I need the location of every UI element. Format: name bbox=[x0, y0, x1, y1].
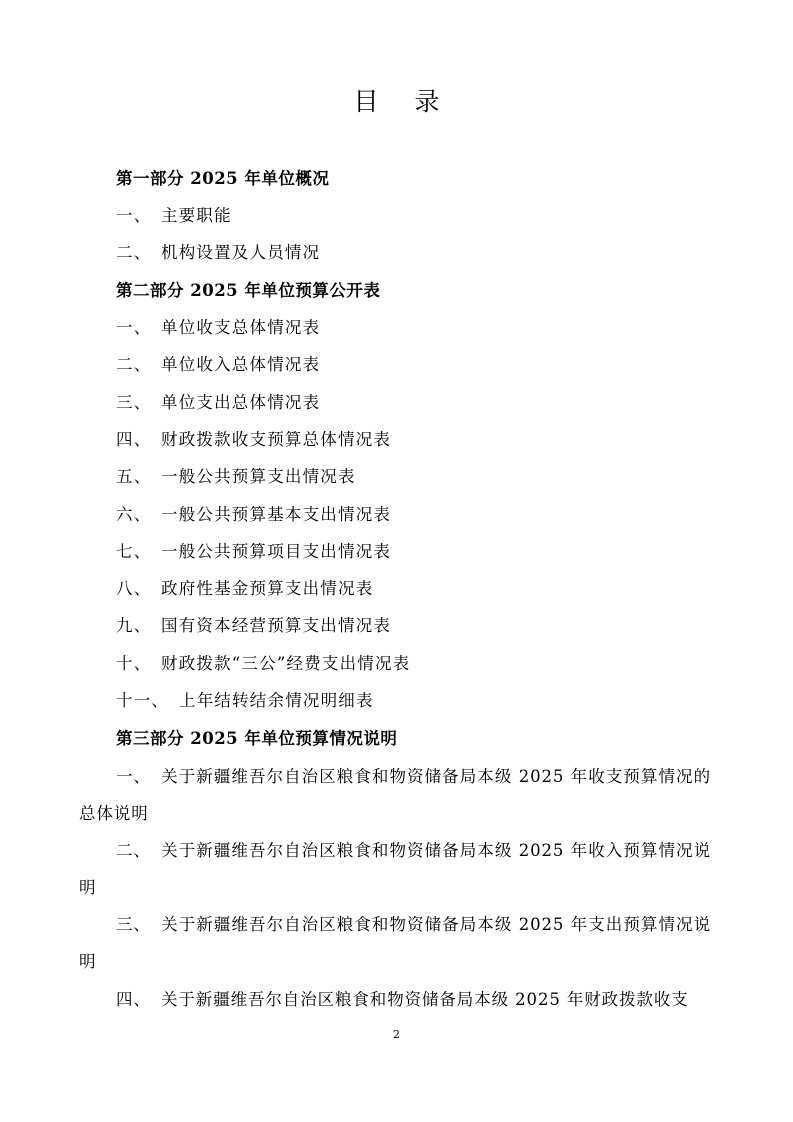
toc-entry-number: 七、 bbox=[116, 542, 152, 561]
toc-entry-number: 二、 bbox=[116, 841, 151, 860]
part3-heading: 第三部分 2025 年单位预算情况说明 bbox=[116, 729, 398, 748]
toc-entry bbox=[79, 906, 711, 980]
toc-entry-number: 三、 bbox=[116, 393, 152, 412]
part2-heading: 第二部分 2025 年单位预算公开表 bbox=[116, 281, 381, 300]
toc-entry-number: 六、 bbox=[116, 505, 152, 524]
toc-title: 目 录 bbox=[353, 87, 454, 116]
toc-entry bbox=[79, 758, 711, 832]
toc-entry-text: 主要职能 bbox=[161, 206, 232, 225]
toc-entry-text: 上年结转结余情况明细表 bbox=[179, 691, 374, 710]
toc-entry-text: 关于新疆维吾尔自治区粮食和物资储备局本级 2025 年财政拨款收支 bbox=[161, 990, 689, 1009]
page-number: 2 bbox=[393, 1028, 400, 1041]
toc-entry-text: 单位收入总体情况表 bbox=[161, 355, 321, 374]
part1-heading: 第一部分 2025 年单位概况 bbox=[116, 169, 330, 188]
toc-entry-number: 三、 bbox=[116, 915, 151, 934]
toc-entry-text: 机构设置及人员情况 bbox=[161, 243, 321, 262]
toc-entry bbox=[116, 577, 373, 601]
toc-entry-number: 四、 bbox=[116, 990, 151, 1009]
toc-entry-text: 国有资本经营预算支出情况表 bbox=[161, 616, 392, 635]
toc-entry bbox=[79, 981, 711, 1018]
toc-entry bbox=[116, 503, 391, 527]
toc-entry bbox=[116, 465, 356, 489]
toc-entry-number: 五、 bbox=[116, 467, 152, 486]
toc-entry-text: 单位收支总体情况表 bbox=[161, 318, 321, 337]
toc-entry-number: 十一、 bbox=[116, 691, 170, 710]
toc-entry-number: 十、 bbox=[116, 654, 152, 673]
toc-entry-number: 一、 bbox=[116, 318, 152, 337]
toc-entry-number: 二、 bbox=[116, 355, 152, 374]
toc-entry bbox=[116, 391, 320, 415]
toc-entry-number: 八、 bbox=[116, 579, 152, 598]
toc-entry-text: 关于新疆维吾尔自治区粮食和物资储备局本级 2025 年支出预算情况说明 bbox=[79, 915, 711, 971]
toc-entry bbox=[116, 241, 320, 265]
toc-entry-text: 关于新疆维吾尔自治区粮食和物资储备局本级 2025 年收入预算情况说明 bbox=[79, 841, 711, 897]
toc-entry-text: 政府性基金预算支出情况表 bbox=[161, 579, 374, 598]
toc-entry-number: 四、 bbox=[116, 430, 152, 449]
toc-entry bbox=[116, 316, 320, 340]
toc-entry-text: 一般公共预算项目支出情况表 bbox=[161, 542, 392, 561]
toc-entry-text: 财政拨款“三公”经费支出情况表 bbox=[161, 654, 411, 673]
toc-entry bbox=[116, 689, 374, 713]
toc-entry-number: 一、 bbox=[116, 206, 152, 225]
toc-entry-number: 一、 bbox=[116, 767, 151, 786]
toc-entry-text: 财政拨款收支预算总体情况表 bbox=[161, 430, 392, 449]
toc-entry-number: 九、 bbox=[116, 616, 152, 635]
toc-entry bbox=[116, 204, 232, 228]
toc-entry-text: 一般公共预算基本支出情况表 bbox=[161, 505, 392, 524]
toc-entry-number: 二、 bbox=[116, 243, 152, 262]
toc-entry bbox=[116, 428, 391, 452]
toc-entry bbox=[116, 614, 391, 638]
toc-entry bbox=[116, 652, 410, 676]
toc-entry bbox=[116, 353, 320, 377]
toc-entry bbox=[116, 540, 391, 564]
toc-entry-text: 单位支出总体情况表 bbox=[161, 393, 321, 412]
toc-entry-text: 关于新疆维吾尔自治区粮食和物资储备局本级 2025 年收支预算情况的总体说明 bbox=[79, 767, 711, 823]
toc-entry-text: 一般公共预算支出情况表 bbox=[161, 467, 356, 486]
toc-entry bbox=[79, 832, 711, 906]
